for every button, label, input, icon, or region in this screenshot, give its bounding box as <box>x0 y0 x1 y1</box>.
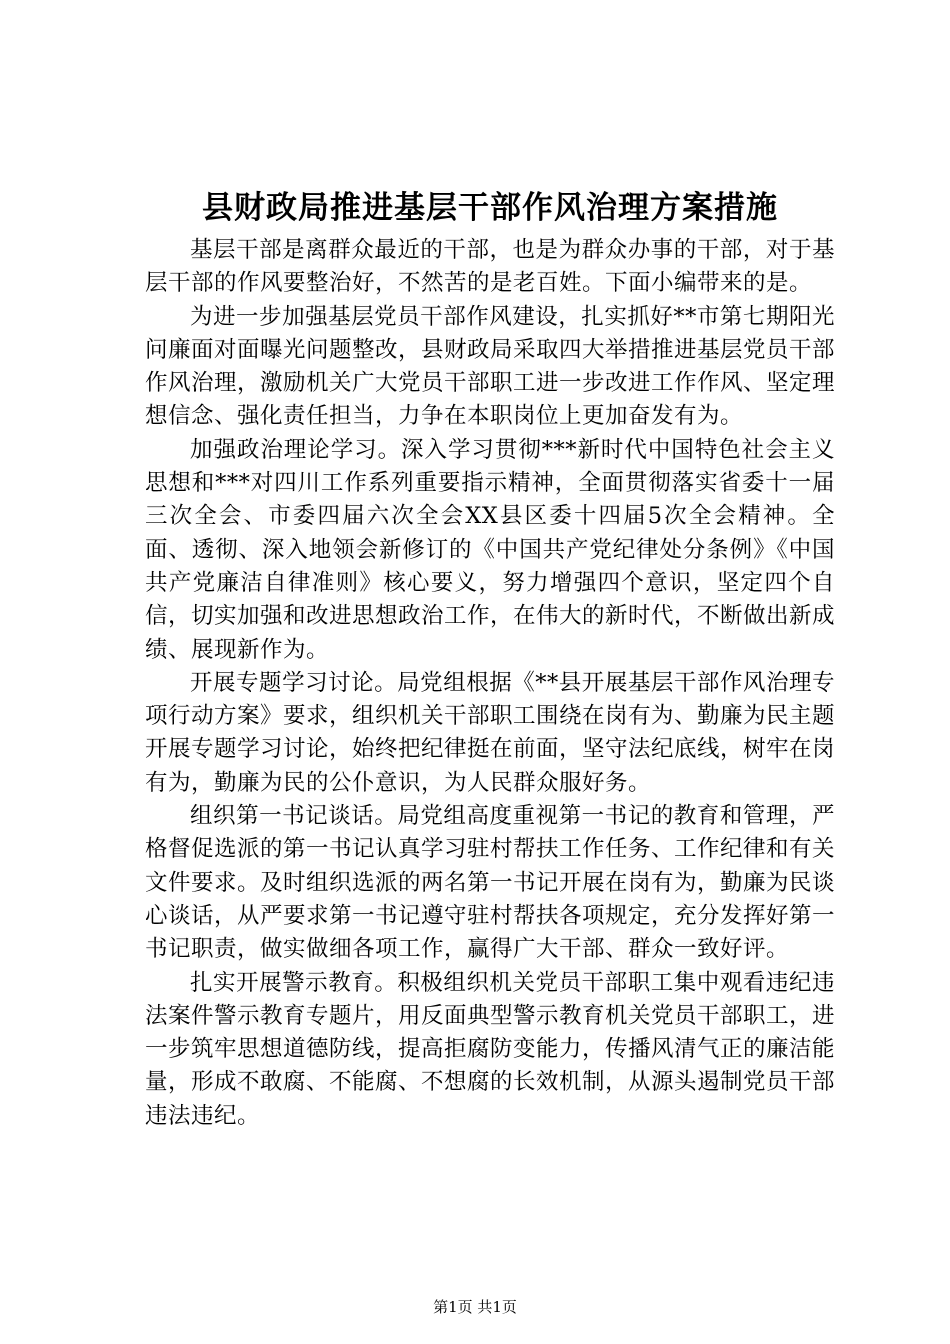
paragraph-topic-discussion: 开展专题学习讨论。局党组根据《**县开展基层干部作风治理专项行动方案》要求，组织机关干部职工围绕在岗有为、勤廉为民主题开展专题学习讨论，始终把纪律挺在前面，坚守法纪底线，树牢在岗有为，勤廉为民的公仆意识，为人民群众服好务。 <box>145 669 836 796</box>
paragraph-political-study: 加强政治理论学习。深入学习贯彻***新时代中国特色社会主义思想和***对四川工作系列重要指示精神，全面贯彻落实省委十一届三次全会、市委四届六次全会XX县区委十四届5次全会精神。全面、透彻、深入地领会新修订的《中国共产党纪律处分条例》《中国共产党廉洁自律准则》核心要义，努力增强四个意识，坚定四个自信，切实加强和改进思想政治工作，在伟大的新时代，不断做出新成绩、展现新作为。 <box>145 436 836 663</box>
paragraph-intro: 基层干部是离群众最近的干部，也是为群众办事的干部，对于基层干部的作风要整治好，不然苦的是老百姓。下面小编带来的是。 <box>145 237 835 297</box>
page-number-footer: 第1页 共1页 <box>433 1298 517 1316</box>
paragraph-warning-education: 扎实开展警示教育。积极组织机关党员干部职工集中观看违纪违法案件警示教育专题片，用反面典型警示教育机关党员干部职工，进一步筑牢思想道德防线，提高拒腐防变能力，传播风清气正的廉洁能量，形成不敢腐、不能腐、不想腐的长效机制，从源头遏制党员干部违法违纪。 <box>145 969 836 1129</box>
paragraph-first-secretary: 组织第一书记谈话。局党组高度重视第一书记的教育和管理，严格督促选派的第一书记认真学习驻村帮扶工作任务、工作纪律和有关文件要求。及时组织选派的两名第一书记开展在岗有为，勤廉为民谈心谈话，从严要求第一书记遵守驻村帮扶各项规定，充分发挥好第一书记职责，做实做细各项工作，赢得广大干部、群众一致好评。 <box>145 803 836 963</box>
document-body <box>145 234 835 1133</box>
paragraph-overview: 为进一步加强基层党员干部作风建设，扎实抓好**市第七期阳光问廉面对面曝光问题整改，县财政局采取四大举措推进基层党员干部作风治理，激励机关广大党员干部职工进一步改进工作作风、坚定理想信念、强化责任担当，力争在本职岗位上更加奋发有为。 <box>145 303 836 430</box>
document-title: 县财政局推进基层干部作风治理方案措施 <box>202 190 778 226</box>
